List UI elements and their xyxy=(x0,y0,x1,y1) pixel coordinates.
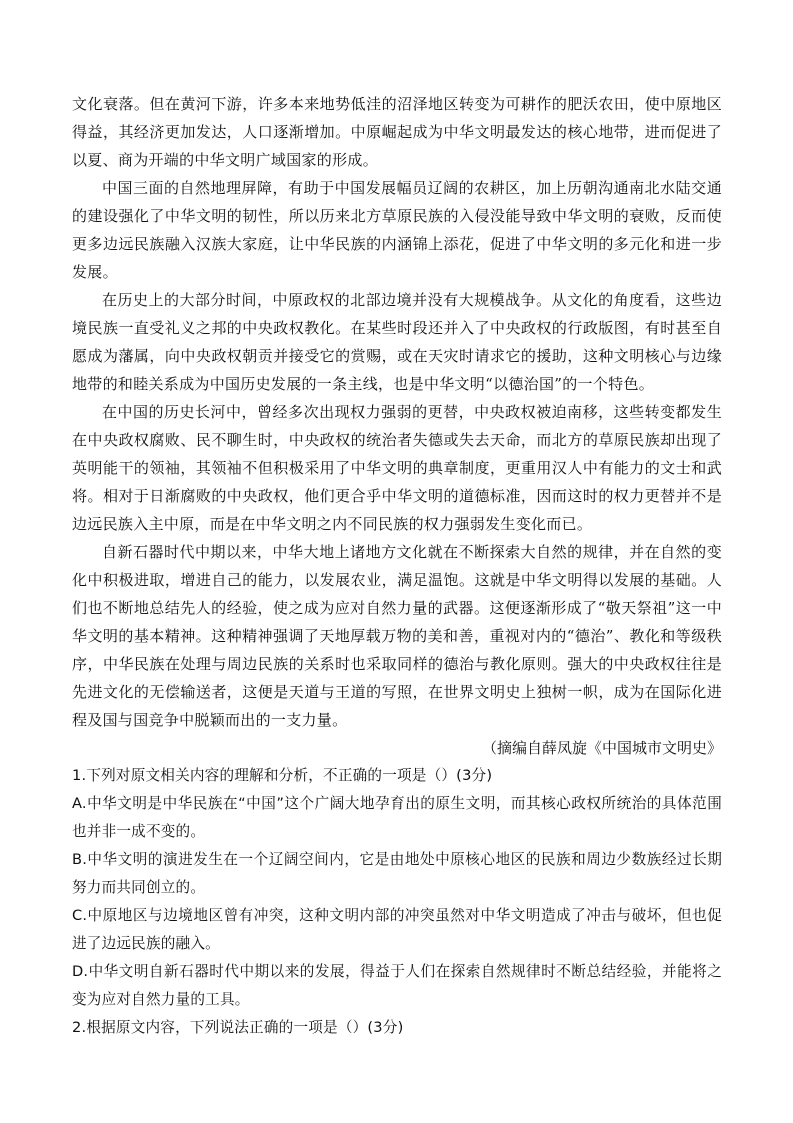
passage-paragraph-1: 文化衰落。但在黄河下游，许多本来地势低洼的沼泽地区转变为可耕作的肥沃农田，使中原地区得益，其经济更加发达，人口逐渐增加。中原崛起成为中华文明最发达的核心地带，进而促进了以夏、商为开端的中华文明广域国家的形成。 xyxy=(72,95,722,169)
question-1-option-b: B.中华文明的演进发生在一个辽阔空间内，它是由地处中原核心地区的民族和周边少数族经过长期努力而共同创立的。 xyxy=(72,851,722,896)
question-1-option-d: D.中华文明自新石器时代中期以来的发展，得益于人们在探索自然规律时不断总结经验，并能将之变为应对自然力量的工具。 xyxy=(72,963,722,1008)
question-2-stem: 2.根据原文内容，下列说法正确的一项是（）(3分) xyxy=(72,1019,404,1036)
passage-paragraph-5: 自新石器时代中期以来，中华大地上诸地方文化就在不断探索大自然的规律，并在自然的变化中积极进取，增进自己的能力，以发展农业，满足温饱。这就是中华文明得以发展的基础。人们也不断地总结先人的经验，使之成为应对自然力量的武器。这便逐渐形成了“敬天祭祖”这一中华文明的基本精神。这种精神强调了天地厚载万物的美和善，重视对内的“德治”、教化和等级秩序，中华民族在处理与周边民族的关系时也采取同样的德治与教化原则。强大的中央政权往往是先进文化的无偿输送者，这便是天道与王道的写照，在世界文明史上独树一帜，成为在国际化进程及国与国竞争中脱颖而出的一支力量。 xyxy=(72,543,722,729)
passage-paragraph-2: 中国三面的自然地理屏障，有助于中国发展幅员辽阔的农耕区，加上历朝沟通南北水陆交通的建设强化了中华文明的韧性，所以历来北方草原民族的入侵没能导致中华文明的衰败，反而使更多边远民族融入汉族大家庭，让中华民族的内涵锦上添花，促进了中华文明的多元化和进一步发展。 xyxy=(72,179,722,281)
question-1-option-c: C.中原地区与边境地区曾有冲突，这种文明内部的冲突虽然对中华文明造成了冲击与破坏，但也促进了边远民族的融入。 xyxy=(72,907,722,952)
passage-paragraph-4: 在中国的历史长河中，曾经多次出现权力强弱的更替，中央政权被迫南移，这些转变都发生在中央政权腐败、民不聊生时，中央政权的统治者失德或失去天命，而北方的草原民族却出现了英明能干的领袖，其领袖不但积极采用了中华文明的典章制度，更重用汉人中有能力的文士和武将。相对于日渐腐败的中央政权，他们更合乎中华文明的道德标准，因而这时的权力更替并不是边远民族入主中原，而是在中华文明之内不同民族的权力强弱发生变化而已。 xyxy=(72,403,722,533)
question-1-option-a: A.中华文明是中华民族在“中国”这个广阔大地孕育出的原生文明，而其核心政权所统治的具体范围也并非一成不变的。 xyxy=(72,795,722,840)
question-1-stem: 1.下列对原文相关内容的理解和分析，不正确的一项是（）(3分) xyxy=(72,767,493,784)
passage-paragraph-3: 在历史上的大部分时间，中原政权的北部边境并没有大规模战争。从文化的角度看，这些边境民族一直受礼义之邦的中央政权教化。在某些时段还并入了中央政权的行政版图，有时甚至自愿成为藩属，向中央政权朝贡并接受它的赏赐，或在天灾时请求它的援助，这种文明核心与边缘地带的和睦关系成为中国历史发展的一条主线，也是中华文明“以德治国”的一个特色。 xyxy=(72,291,722,393)
passage-source: （摘编自薛凤旋《中国城市文明史》 xyxy=(481,739,722,757)
document-page xyxy=(72,90,722,1042)
